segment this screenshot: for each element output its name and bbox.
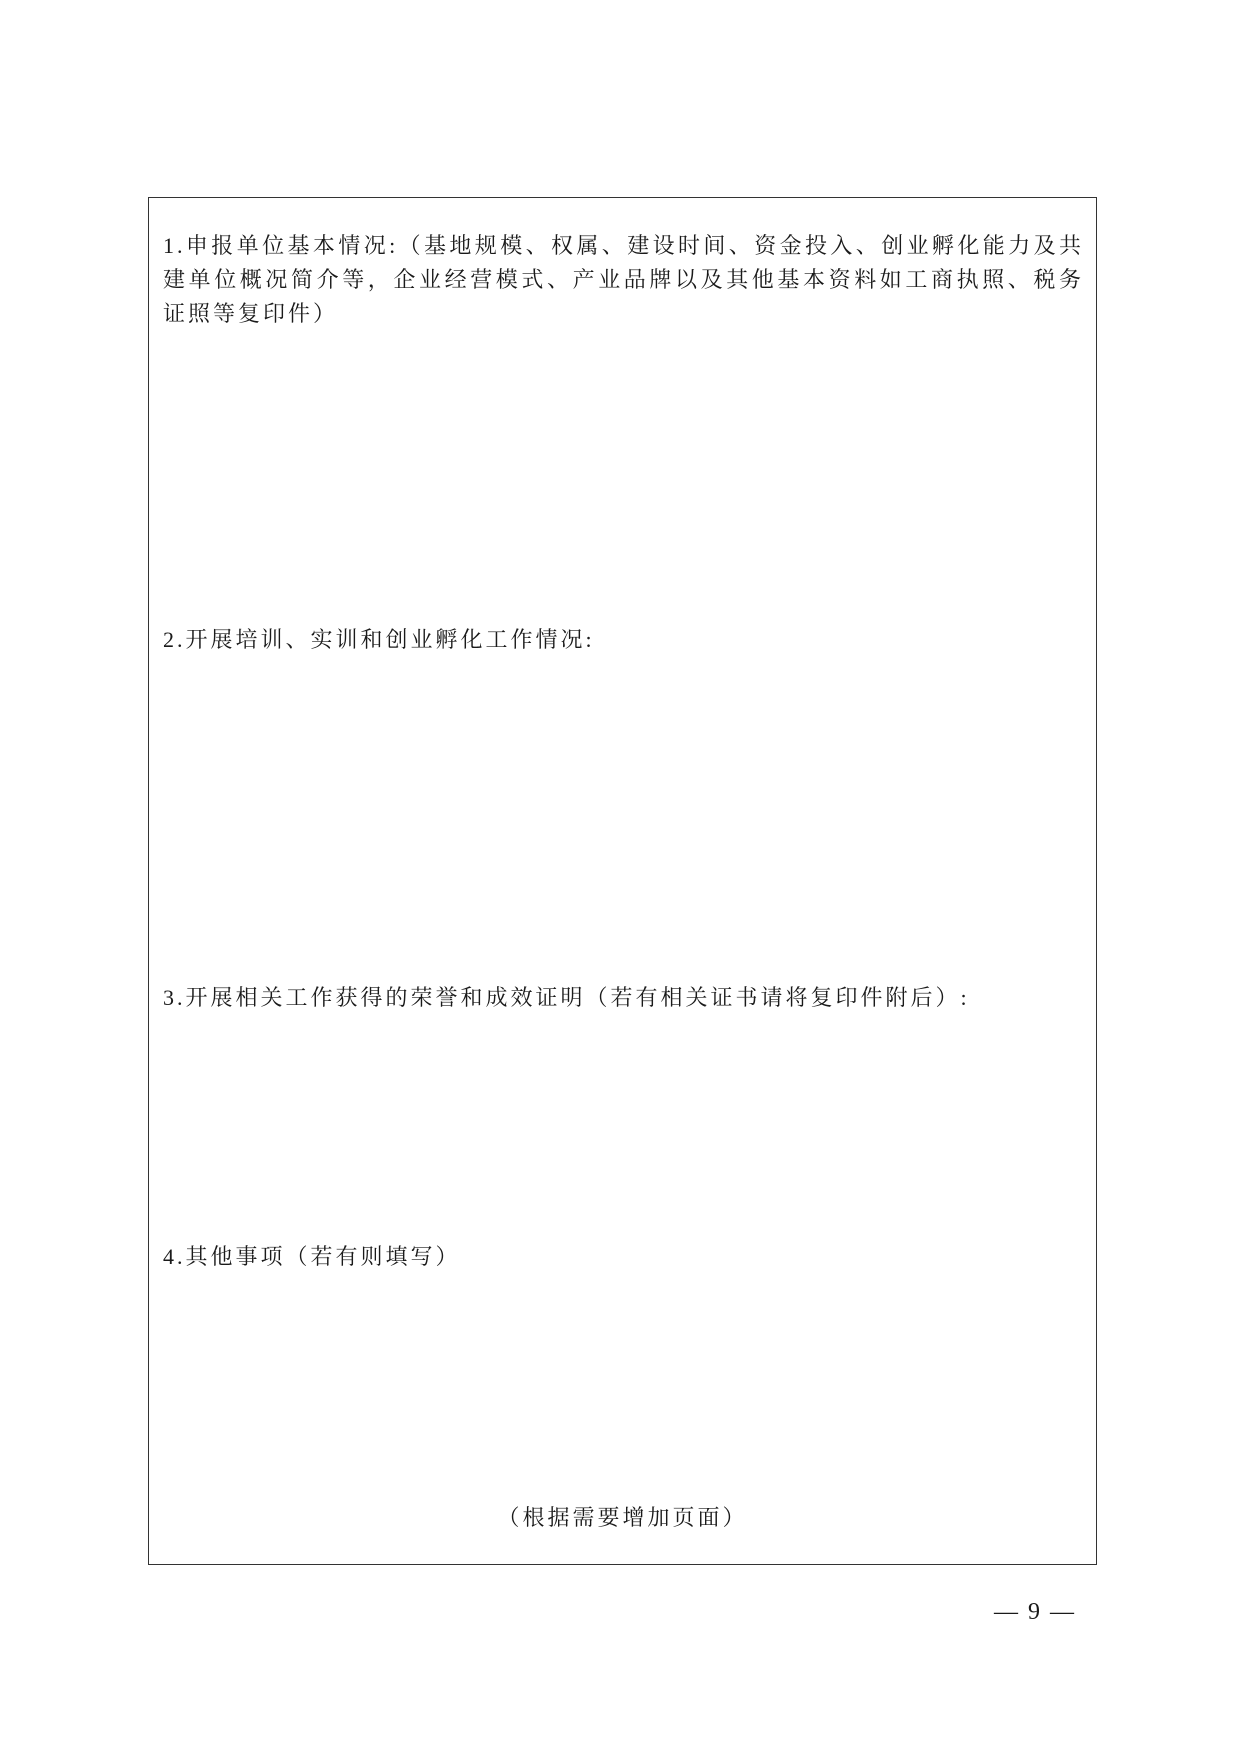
add-pages-note: （根据需要增加页面） bbox=[497, 1505, 748, 1530]
section-basic-info-label: 1.申报单位基本情况:（基地规模、权属、建设时间、资金投入、创业孵化能力及共建单位概况简介等，企业经营模式、产业品牌以及其他基本资料如工商执照、税务证照等复印件） bbox=[163, 233, 1084, 326]
application-form-box bbox=[148, 197, 1097, 1565]
section-other-label: 4.其他事项（若有则填写） bbox=[163, 1244, 461, 1269]
section-training-label: 2.开展培训、实训和创业孵化工作情况: bbox=[163, 627, 595, 652]
section-honors-label: 3.开展相关工作获得的荣誉和成效证明（若有相关证书请将复印件附后）: bbox=[163, 985, 970, 1010]
page-number: — 9 — bbox=[994, 1599, 1076, 1625]
